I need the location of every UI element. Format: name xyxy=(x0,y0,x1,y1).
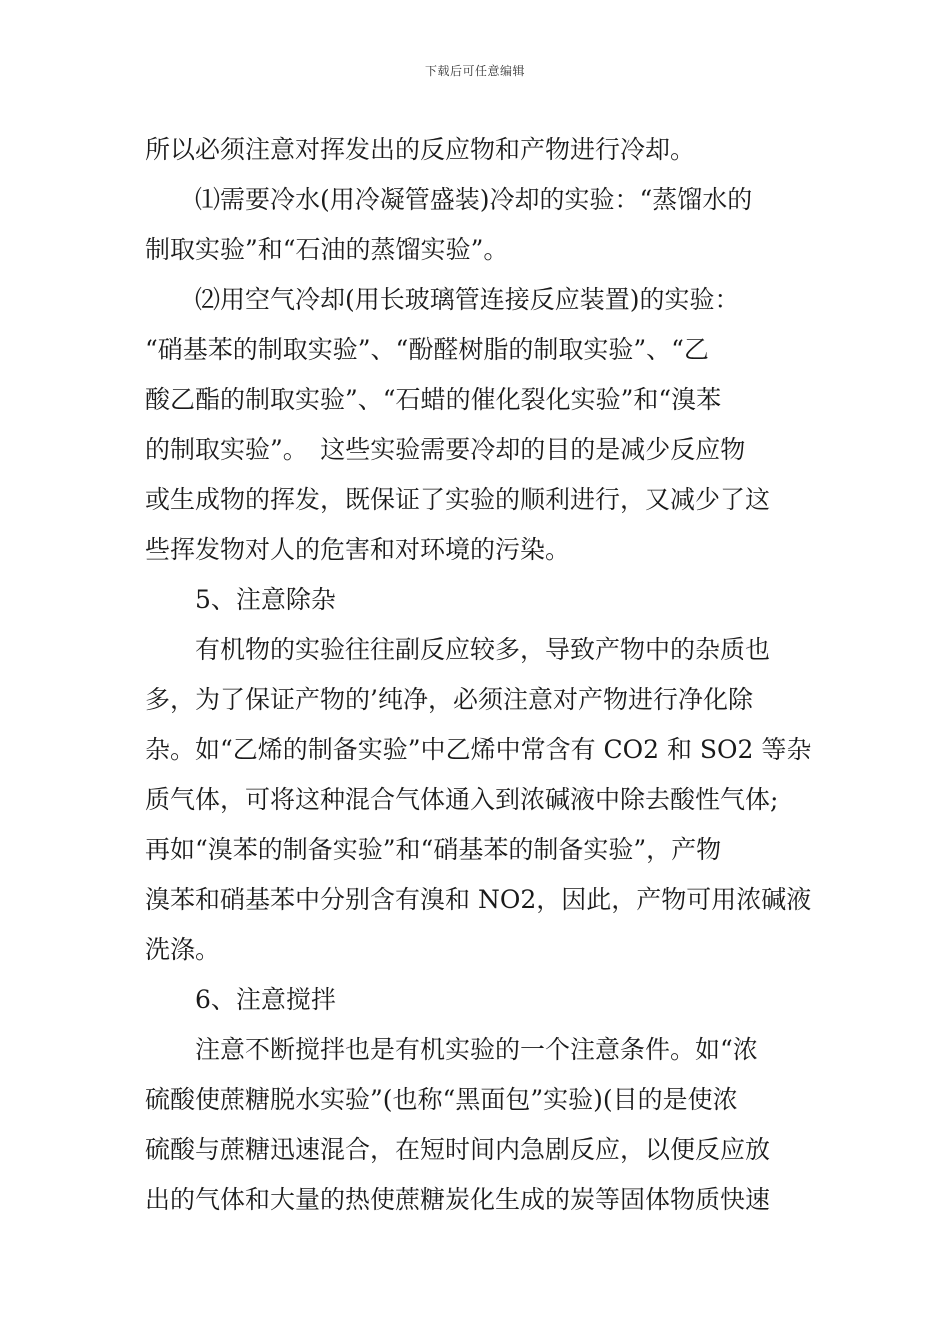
section-heading: 6、注意搅拌 xyxy=(195,985,336,1014)
text-line: ⑴需要冷水(用冷凝管盛装)冷却的实验：“蒸馏水的 xyxy=(195,185,753,214)
text-line: 再如“溴苯的制备实验”和“硝基苯的制备实验”，产物 xyxy=(145,835,722,864)
text-line: 硫酸使蔗糖脱水实验”(也称“黑面包”实验)(目的是使浓 xyxy=(145,1085,738,1114)
text-line: ⑵用空气冷却(用长玻璃管连接反应装置)的实验： xyxy=(195,285,740,314)
text-line: 的制取实验”。 这些实验需要冷却的目的是减少反应物 xyxy=(145,435,746,464)
text-line: 洗涤。 xyxy=(145,935,221,964)
text-line: “硝基苯的制取实验”、“酚醛树脂的制取实验”、“乙 xyxy=(145,335,709,364)
text-line: 有机物的实验往往副反应较多，导致产物中的杂质也 xyxy=(195,635,771,664)
text-line: 或生成物的挥发，既保证了实验的顺利进行，又减少了这 xyxy=(145,485,771,514)
text-line: 杂。如“乙烯的制备实验”中乙烯中常含有 CO2 和 SO2 等杂 xyxy=(145,735,812,764)
text-line: 注意不断搅拌也是有机实验的一个注意条件。如“浓 xyxy=(195,1035,758,1064)
text-line: 溴苯和硝基苯中分别含有溴和 NO2，因此，产物可用浓碱液 xyxy=(145,885,812,914)
text-line: 硫酸与蔗糖迅速混合，在短时间内急剧反应，以便反应放 xyxy=(145,1135,771,1164)
text-line: 多，为了保证产物的’纯净，必须注意对产物进行净化除 xyxy=(145,685,753,714)
text-line: 些挥发物对人的危害和对环境的污染。 xyxy=(145,535,571,564)
section-heading: 5、注意除杂 xyxy=(195,585,336,614)
text-line: 酸乙酯的制取实验”、“石蜡的催化裂化实验”和“溴苯 xyxy=(145,385,722,414)
text-line: 质气体，可将这种混合气体通入到浓碱液中除去酸性气体; xyxy=(145,785,779,814)
page-header: 下载后可任意编辑 xyxy=(424,64,525,78)
text-line: 所以必须注意对挥发出的反应物和产物进行冷却。 xyxy=(145,135,696,164)
document-body xyxy=(145,125,812,1225)
text-line: 制取实验”和“石油的蒸馏实验”。 xyxy=(145,235,509,264)
text-line: 出的气体和大量的热使蔗糖炭化生成的炭等固体物质快速 xyxy=(145,1185,771,1214)
